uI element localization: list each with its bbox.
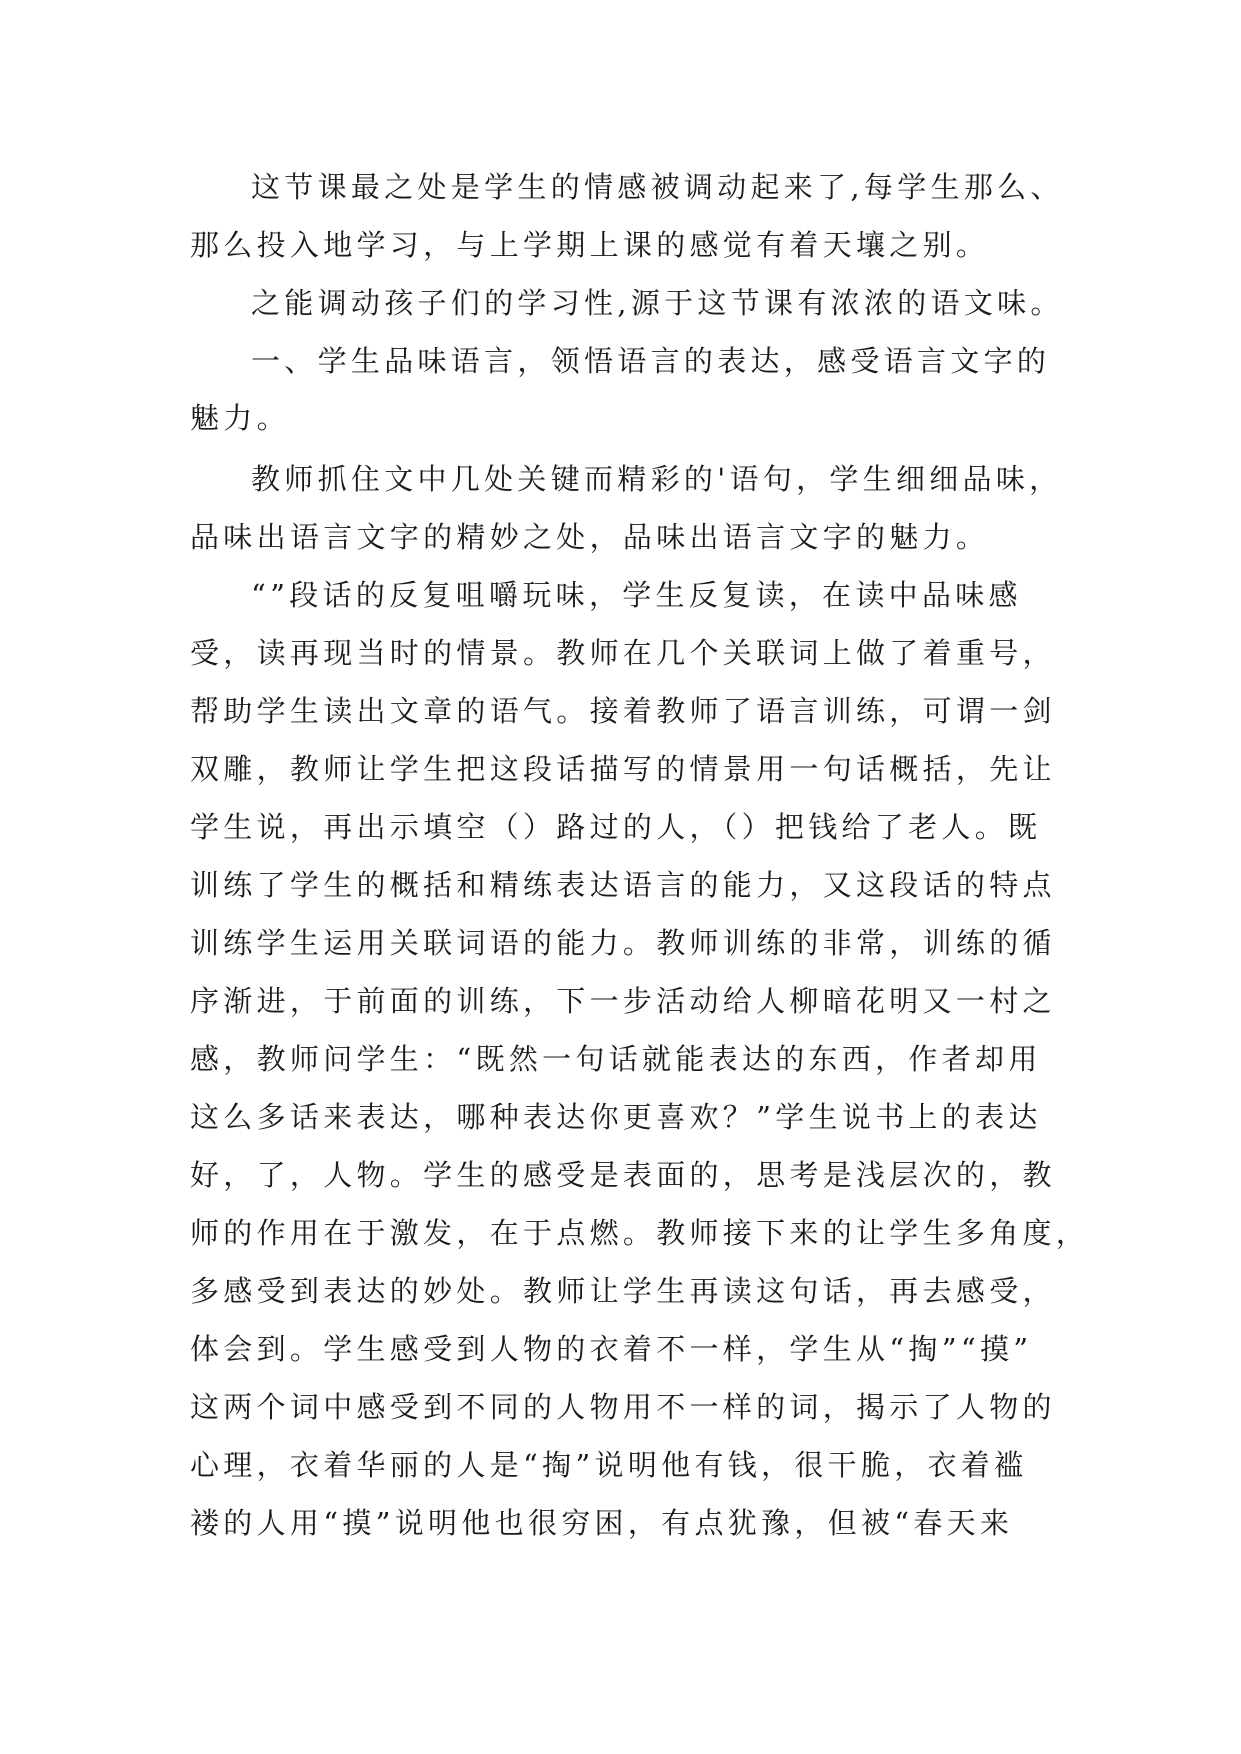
text-line: 学生说，再出示填空（）路过的人，（）把钱给了老人。既 <box>190 810 1042 844</box>
text-line: 多感受到表达的妙处。教师让学生再读这句话，再去感受， <box>190 1274 1056 1308</box>
text-line: 魅力。 <box>190 401 290 435</box>
text-line: 心理，衣着华丽的人是“掏”说明他有钱，很干脆，衣着褴 <box>190 1448 1028 1482</box>
text-line: 帮助学生读出文章的语气。接着教师了语言训练，可谓一剑 <box>190 694 1056 728</box>
text-line: 双雕，教师让学生把这段话描写的情景用一句话概括，先让 <box>190 752 1056 786</box>
text-line: 体会到。学生感受到人物的衣着不一样，学生从“掏”“摸” <box>190 1332 1033 1366</box>
text-line: 训练学生运用关联词语的能力。教师训练的非常，训练的循 <box>190 926 1056 960</box>
text-line: 好，了，人物。学生的感受是表面的，思考是浅层次的，教 <box>190 1158 1056 1192</box>
text-line: 一、学生品味语言，领悟语言的表达，感受语言文字的 <box>251 344 1051 378</box>
text-line: 那么投入地学习，与上学期上课的感觉有着天壤之别。 <box>190 228 990 262</box>
text-line: “”段话的反复咀嚼玩味，学生反复读，在读中品味感 <box>251 578 1022 612</box>
text-line: 序渐进，于前面的训练，下一步活动给人柳暗花明又一村之 <box>190 984 1056 1018</box>
text-line: 这么多话来表达，哪种表达你更喜欢？”学生说书上的表达 <box>190 1100 1042 1134</box>
text-line: 这两个词中感受到不同的人物用不一样的词，揭示了人物的 <box>190 1390 1056 1424</box>
text-line: 感，教师问学生：“既然一句话就能表达的东西，作者却用 <box>190 1042 1042 1076</box>
text-line: 之能调动孩子们的学习性,源于这节课有浓浓的语文味。 <box>251 286 1064 320</box>
text-line: 师的作用在于激发，在于点燃。教师接下来的让学生多角度， <box>190 1216 1090 1250</box>
text-line: 训练了学生的概括和精练表达语言的能力，又这段话的特点 <box>190 868 1056 902</box>
text-line: 这节课最之处是学生的情感被调动起来了,每学生那么、 <box>251 170 1064 204</box>
text-line: 教师抓住文中几处关键而精彩的'语句，学生细细品味， <box>251 462 1063 496</box>
text-line: 褛的人用“摸”说明他也很穷困，有点犹豫，但被“春天来 <box>190 1506 1014 1540</box>
text-line: 品味出语言文字的精妙之处，品味出语言文字的魅力。 <box>190 520 990 554</box>
text-line: 受，读再现当时的情景。教师在几个关联词上做了着重号， <box>190 636 1056 670</box>
